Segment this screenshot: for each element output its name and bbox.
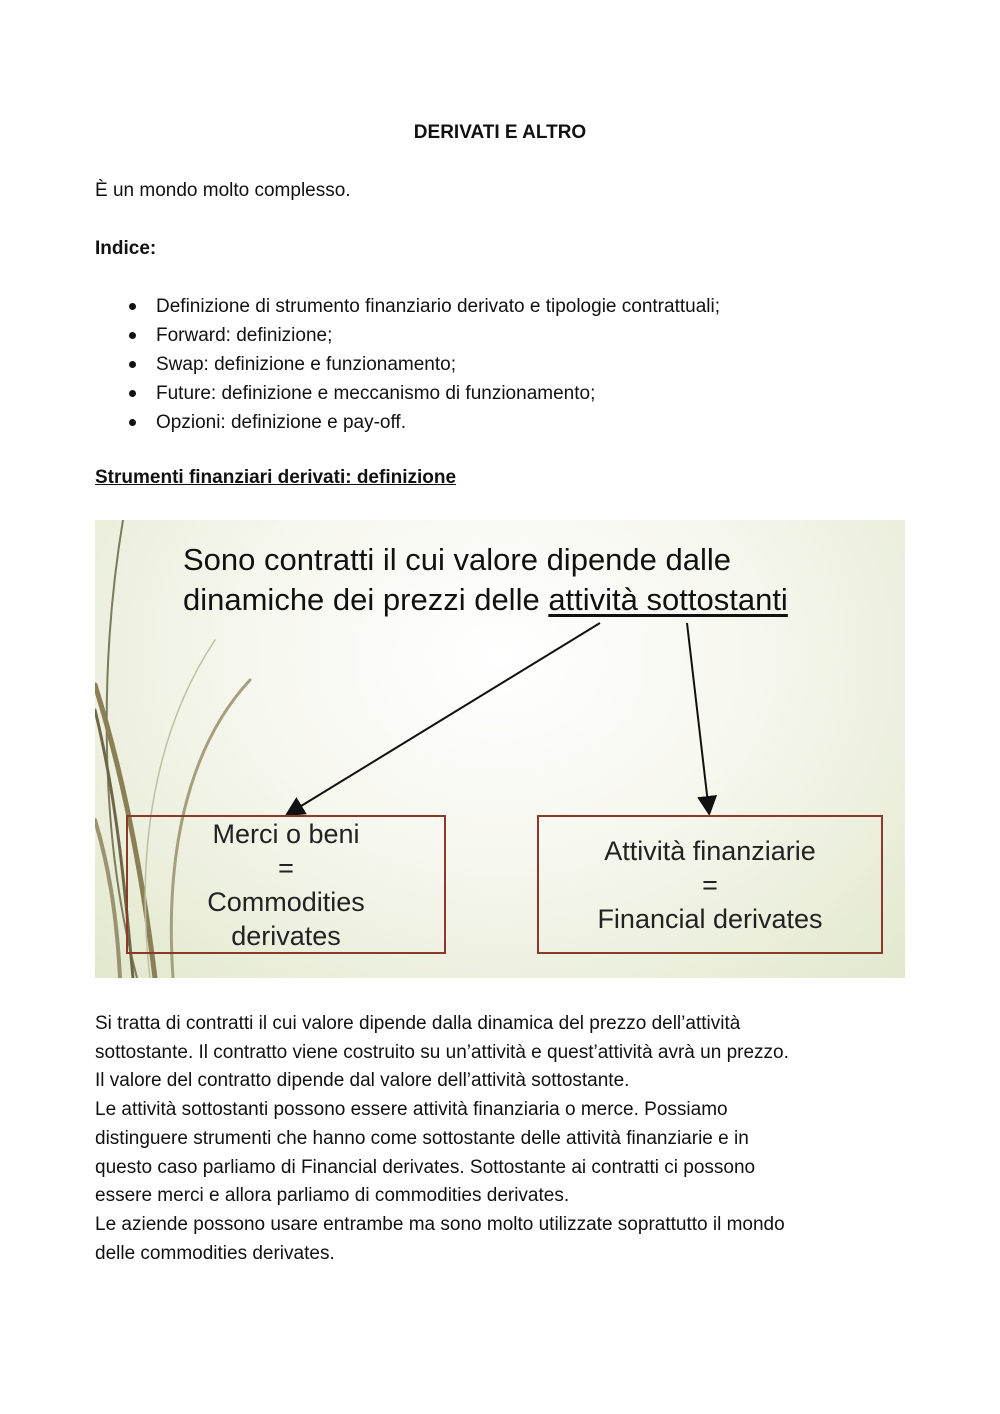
financial-box xyxy=(537,815,883,954)
index-item: Swap: definizione e funzionamento; xyxy=(95,352,720,381)
index-item: Forward: definizione; xyxy=(95,323,720,352)
index-item: Future: definizione e meccanismo di funzionamento; xyxy=(95,381,720,410)
index-item: Definizione di strumento finanziario derivato e tipologie contrattuali; xyxy=(95,294,720,323)
slide-underlined-text: attività sottostanti xyxy=(548,582,788,617)
box-line: = xyxy=(278,852,294,883)
index-list xyxy=(95,294,720,439)
body-line: Le aziende possono usare entrambe ma sono molto utilizzate soprattutto il mondo xyxy=(95,1213,785,1235)
intro-text: È un mondo molto complesso. xyxy=(95,180,351,201)
body-line: sottostante. Il contratto viene costruito su un’attività e quest’attività avrà un prezzo. xyxy=(95,1041,789,1063)
slide-heading-line-1: Sono contratti il cui valore dipende dalle xyxy=(183,542,732,577)
arrow-to-commodities xyxy=(288,623,600,814)
body-line: distinguere strumenti che hanno come sottostante delle attività finanziarie e in xyxy=(95,1127,749,1149)
box-line: Merci o beni xyxy=(212,818,360,849)
document-title: DERIVATI E ALTRO xyxy=(413,122,587,143)
box-line: = xyxy=(702,869,718,900)
slide-heading-text: dinamiche dei prezzi delle xyxy=(183,582,549,617)
slide-heading-line-2 xyxy=(183,582,788,618)
box-line: Financial derivates xyxy=(597,903,823,934)
body-line: Si tratta di contratti il cui valore dipende dalla dinamica del prezzo dell’attività xyxy=(95,1013,741,1034)
body-line: delle commodities derivates. xyxy=(95,1242,335,1264)
commodities-box xyxy=(126,815,446,954)
body-line: essere merci e allora parliamo di commodities derivates. xyxy=(95,1185,570,1207)
index-item: Opzioni: definizione e pay-off. xyxy=(95,410,720,439)
body-line: Le attività sottostanti possono essere attività finanziaria o merce. Possiamo xyxy=(95,1099,728,1121)
box-line: derivates xyxy=(231,920,341,951)
section-heading: Strumenti finanziari derivati: definizione xyxy=(95,467,457,488)
box-line: Commodities xyxy=(207,886,365,917)
body-paragraphs xyxy=(95,1010,905,1268)
body-line: questo caso parliamo di Financial derivates. Sottostante ai contratti ci possono xyxy=(95,1156,756,1178)
body-line: Il valore del contratto dipende dal valore dell’attività sottostante. xyxy=(95,1070,630,1092)
arrow-to-financial xyxy=(687,623,709,812)
index-heading: Indice: xyxy=(95,238,157,259)
definition-slide-image xyxy=(95,520,905,978)
box-line: Attività finanziarie xyxy=(604,835,816,866)
